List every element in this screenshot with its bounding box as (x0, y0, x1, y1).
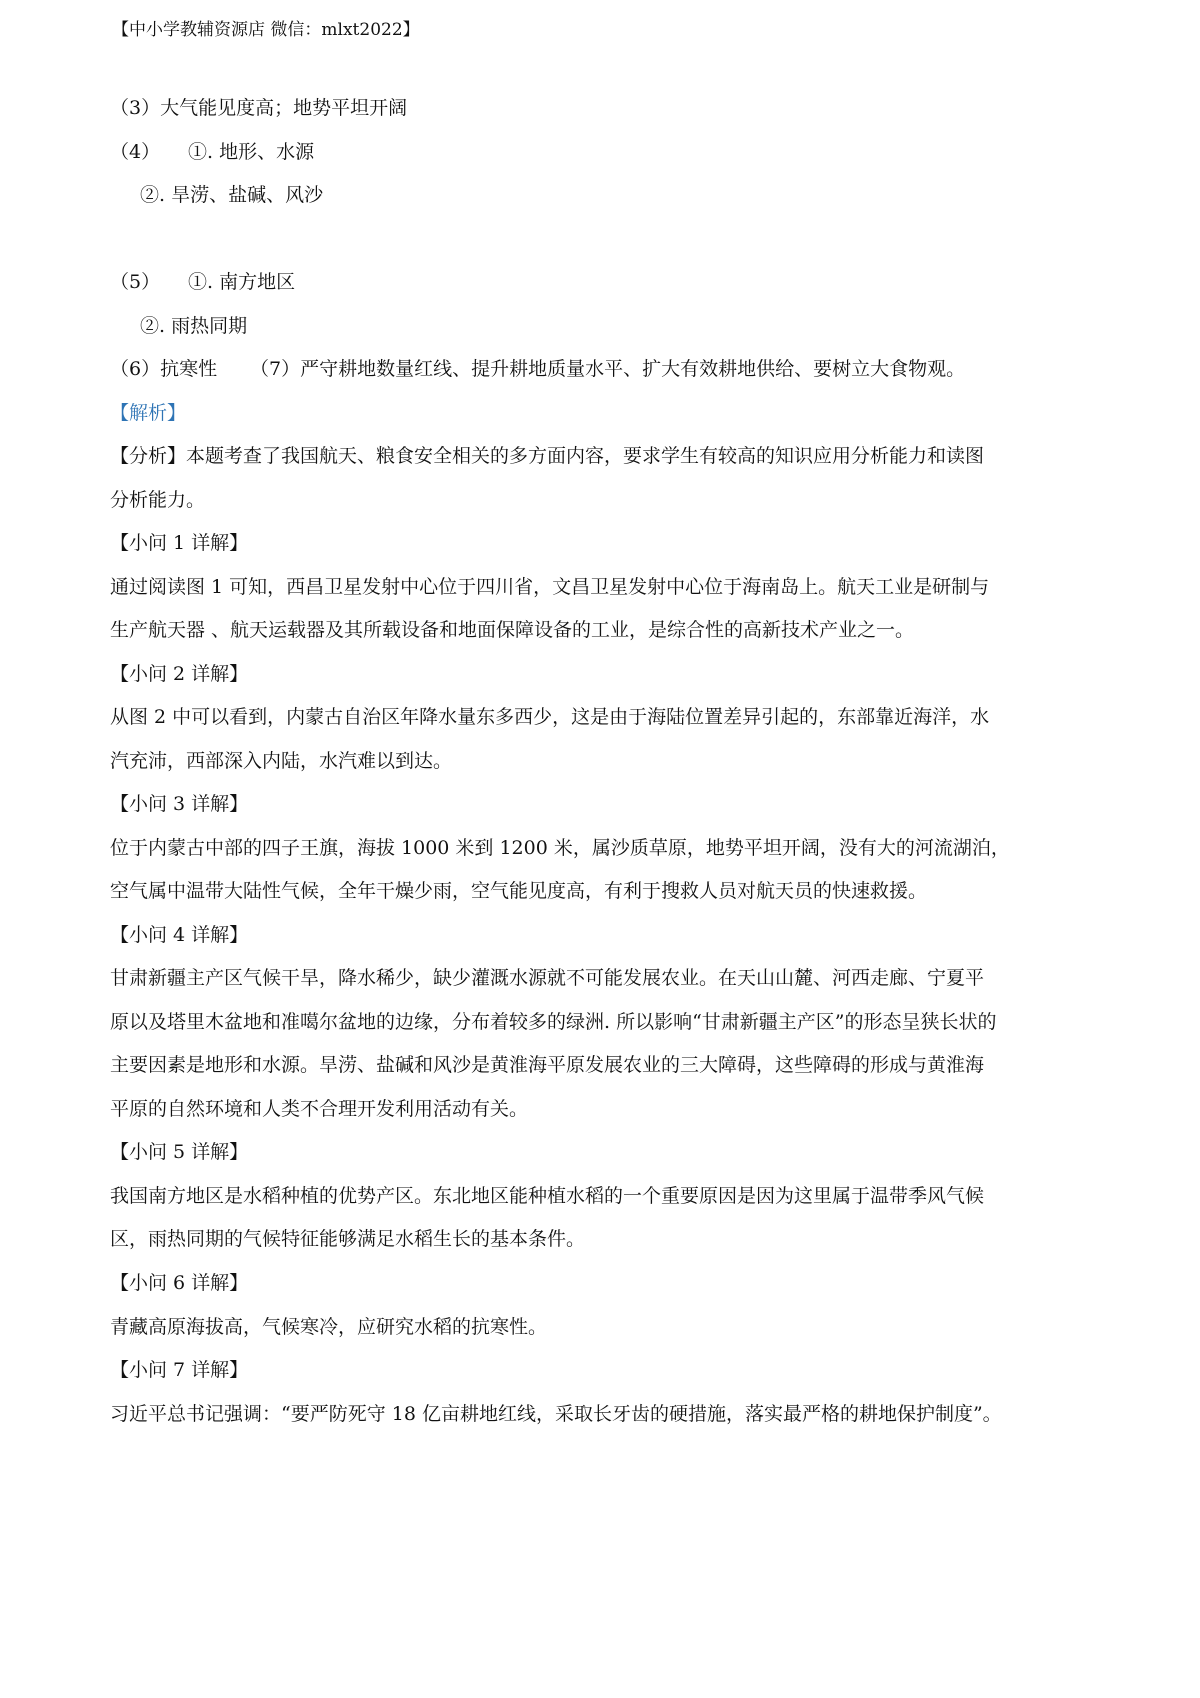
question-3-title: 【小问 3 详解】 (110, 793, 249, 815)
question-3-line-2: 空气属中温带大陆性气候，全年干燥少雨，空气能见度高，有利于搜救人员对航天员的快速救援。 (110, 880, 928, 902)
question-4-line-3: 主要因素是地形和水源。旱涝、盐碱和风沙是黄淮海平原发展农业的三大障碍，这些障碍的形成与黄淮海 (110, 1054, 985, 1076)
answer-7: （7）严守耕地数量红线、提升耕地质量水平、扩大有效耕地供给、要树立大食物观。 (250, 358, 966, 380)
question-2-line-1: 从图 2 中可以看到，内蒙古自治区年降水量东多西少，这是由于海陆位置差异引起的，东部靠近海洋，水 (110, 706, 990, 728)
answer-5-part-2: ②. 雨热同期 (140, 315, 248, 337)
question-4-line-1: 甘肃新疆主产区气候干旱，降水稀少，缺少灌溉水源就不可能发展农业。在天山山麓、河西走廊、宁夏平 (110, 967, 985, 989)
analysis-summary-line-2: 分析能力。 (110, 489, 206, 511)
question-2-line-2: 汽充沛，西部深入内陆，水汽难以到达。 (110, 750, 453, 772)
question-1-line-1: 通过阅读图 1 可知，西昌卫星发射中心位于四川省，文昌卫星发射中心位于海南岛上。航天工业是研制与 (110, 576, 990, 598)
question-1-line-2: 生产航天器 、航天运载器及其所载设备和地面保障设备的工业，是综合性的高新技术产业之一。 (110, 619, 915, 641)
question-5-line-2: 区，雨热同期的气候特征能够满足水稻生长的基本条件。 (110, 1228, 586, 1250)
source-header: 【中小学教辅资源店 微信：mlxt2022】 (112, 20, 420, 40)
question-6-line-1: 青藏高原海拔高，气候寒冷，应研究水稻的抗寒性。 (110, 1316, 548, 1338)
question-5-line-1: 我国南方地区是水稻种植的优势产区。东北地区能种植水稻的一个重要原因是因为这里属于温带季风气候 (110, 1185, 985, 1207)
question-3-line-1: 位于内蒙古中部的四子王旗，海拔 1000 米到 1200 米，属沙质草原，地势平坦开阔，没有大的河流湖泊， (110, 837, 1010, 859)
question-1-title: 【小问 1 详解】 (110, 532, 249, 554)
question-4-line-2: 原以及塔里木盆地和准噶尔盆地的边缘，分布着较多的绿洲. 所以影响“甘肃新疆主产区”的形态呈狭长状的 (110, 1011, 997, 1033)
question-6-title: 【小问 6 详解】 (110, 1272, 249, 1294)
answer-5-part-1: ①. 南方地区 (188, 271, 296, 293)
question-4-line-4: 平原的自然环境和人类不合理开发利用活动有关。 (110, 1098, 529, 1120)
question-2-title: 【小问 2 详解】 (110, 663, 249, 685)
answer-4-part-1: ①. 地形、水源 (188, 141, 315, 163)
answer-3: （3）大气能见度高；地势平坦开阔 (110, 97, 408, 119)
question-7-title: 【小问 7 详解】 (110, 1359, 249, 1381)
question-7-line-1: 习近平总书记强调：“要严防死守 18 亿亩耕地红线，采取长牙齿的硬措施，落实最严格的耕地保护制度”。 (110, 1403, 1002, 1425)
answer-4-part-2: ②. 旱涝、盐碱、风沙 (140, 184, 324, 206)
analysis-title: 【解析】 (110, 402, 187, 424)
question-5-title: 【小问 5 详解】 (110, 1141, 249, 1163)
question-4-title: 【小问 4 详解】 (110, 924, 249, 946)
answer-6: （6）抗寒性 (110, 358, 218, 380)
analysis-summary-line-1: 【分析】本题考查了我国航天、粮食安全相关的多方面内容，要求学生有较高的知识应用分析能力和读图 (110, 445, 985, 467)
answer-4-label: （4） (110, 141, 161, 163)
answer-5-label: （5） (110, 271, 161, 293)
